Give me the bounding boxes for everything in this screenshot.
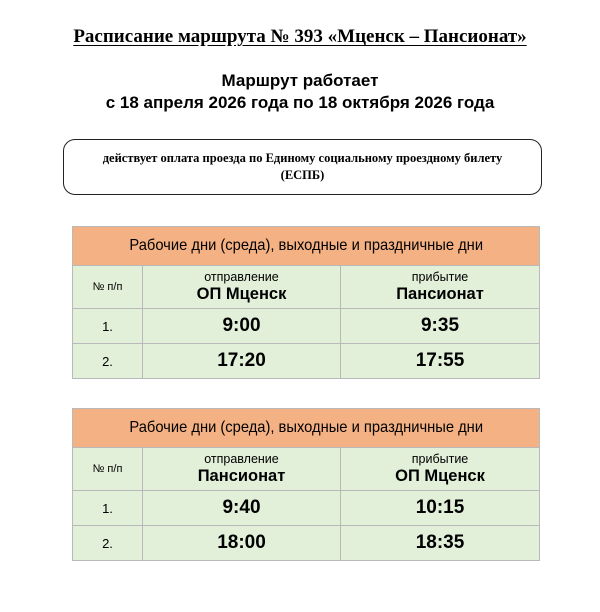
- column-number-header: № п/п: [73, 266, 143, 309]
- row-number: 1.: [73, 491, 143, 526]
- departure-time: 18:00: [143, 526, 341, 561]
- route-period: [0, 70, 600, 114]
- arrival-label: прибытие: [411, 452, 469, 466]
- departure-stop: Пансионат: [197, 467, 286, 485]
- payment-notice-text: действует оплата проезда по Единому социальному проездному билету (ЕСПБ): [102, 151, 503, 182]
- schedule-table-mtsensk-pansionat: [72, 226, 540, 379]
- arrival-time: 9:35: [341, 309, 540, 344]
- table-row: [73, 309, 540, 344]
- route-period-line1: Маршрут работает: [221, 71, 379, 90]
- departure-stop: ОП Мценск: [196, 285, 287, 303]
- table-row: [73, 491, 540, 526]
- departure-header: [143, 266, 341, 309]
- arrival-header: [341, 448, 540, 491]
- departure-label: отправление: [204, 270, 279, 284]
- column-number-header: № п/п: [73, 448, 143, 491]
- page-title: [0, 26, 600, 48]
- arrival-header: [341, 266, 540, 309]
- schedule-header: Рабочие дни (среда), выходные и праздничные дни: [73, 227, 540, 266]
- schedule-table-pansionat-mtsensk: [72, 408, 540, 561]
- table-row: [73, 344, 540, 379]
- arrival-time: 18:35: [341, 526, 540, 561]
- arrival-stop: ОП Мценск: [395, 467, 485, 485]
- page-title-text: Расписание маршрута № 393 «Мценск – Пансионат»: [73, 26, 527, 47]
- arrival-time: 17:55: [341, 344, 540, 379]
- row-number: 2.: [73, 344, 143, 379]
- arrival-stop: Пансионат: [396, 285, 484, 303]
- payment-notice-box: [63, 139, 542, 195]
- table-row: [73, 526, 540, 561]
- departure-label: отправление: [204, 452, 279, 466]
- row-number: 2.: [73, 526, 143, 561]
- arrival-label: прибытие: [411, 270, 469, 284]
- departure-header: [143, 448, 341, 491]
- departure-time: 9:00: [143, 309, 341, 344]
- schedule-header: Рабочие дни (среда), выходные и праздничные дни: [73, 409, 540, 448]
- route-period-line2: с 18 апреля 2026 года по 18 октября 2026 года: [105, 93, 495, 112]
- departure-time: 9:40: [143, 491, 341, 526]
- row-number: 1.: [73, 309, 143, 344]
- departure-time: 17:20: [143, 344, 341, 379]
- arrival-time: 10:15: [341, 491, 540, 526]
